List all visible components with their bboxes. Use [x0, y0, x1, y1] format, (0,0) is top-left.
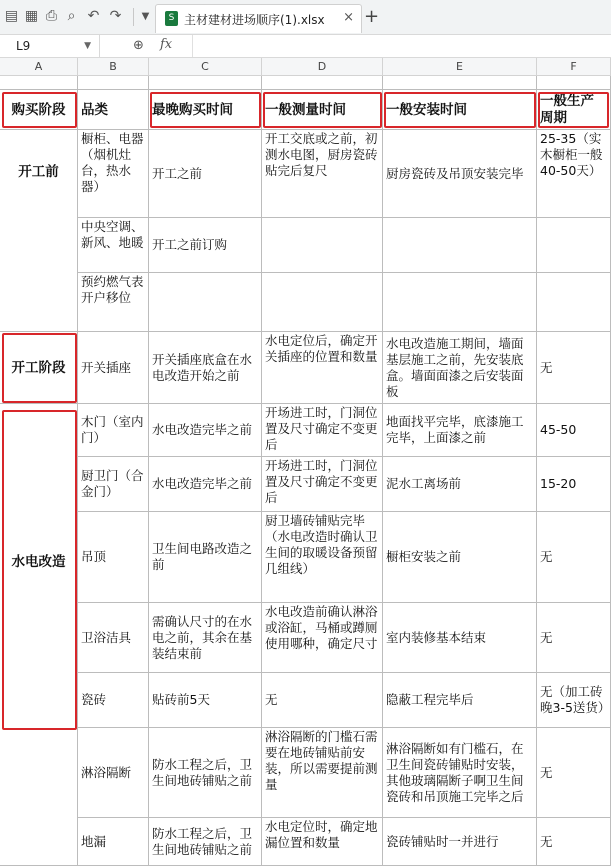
column-header-a[interactable]: A — [0, 58, 78, 76]
cell-install[interactable] — [383, 218, 537, 273]
cell-production[interactable] — [537, 218, 611, 273]
column-header-b[interactable]: B — [78, 58, 149, 76]
cell-measure[interactable]: 水电定位后，确定开关插座的位置和数量 — [262, 332, 383, 404]
spacer-cell[interactable] — [383, 76, 537, 90]
formula-bar — [0, 35, 611, 58]
spreadsheet-file-icon: S — [165, 11, 178, 26]
header-measure[interactable]: 一般测量时间 — [262, 90, 383, 130]
stage-before-start[interactable]: 开工前 — [0, 130, 78, 332]
spacer-cell[interactable] — [262, 76, 383, 90]
header-stage[interactable]: 购买阶段 — [0, 90, 78, 130]
cell-latest-buy[interactable]: 贴砖前5天 — [149, 673, 262, 728]
toolbar — [0, 0, 611, 35]
cell-measure[interactable]: 开场进工时，门洞位置及尺寸确定不变更后 — [262, 457, 383, 512]
cell-measure[interactable]: 无 — [262, 673, 383, 728]
new-file-icon[interactable]: ▤ — [4, 8, 19, 24]
cell-measure[interactable]: 水电定位时，确定地漏位置和数量 — [262, 818, 383, 866]
cell-category[interactable]: 木门（室内门） — [78, 404, 149, 457]
cell-category[interactable]: 橱柜、电器（烟机灶台，热水器） — [78, 130, 149, 218]
cell-measure[interactable]: 水电改造前确认淋浴或浴缸，马桶或蹲厕使用哪种，确定尺寸 — [262, 603, 383, 673]
header-production[interactable]: 一般生产周期 — [537, 90, 611, 130]
header-install[interactable]: 一般安装时间 — [383, 90, 537, 130]
cell-production[interactable]: 无 — [537, 728, 611, 818]
column-header-e[interactable]: E — [383, 58, 537, 76]
function-icon[interactable]: fx — [160, 37, 173, 52]
cell-production[interactable]: 15-20 — [537, 457, 611, 512]
cell-category[interactable]: 地漏 — [78, 818, 149, 866]
open-file-icon[interactable]: ▦ — [24, 8, 39, 24]
header-category[interactable]: 品类 — [78, 90, 149, 130]
cell-install[interactable]: 橱柜安装之前 — [383, 512, 537, 603]
name-box[interactable] — [0, 35, 100, 57]
cell-measure[interactable]: 淋浴隔断的门槛石需要在地砖铺贴前安装，所以需要提前测量 — [262, 728, 383, 818]
cell-production[interactable]: 无 — [537, 512, 611, 603]
cell-latest-buy[interactable] — [149, 273, 262, 332]
cell-production[interactable]: 无（加工砖晚3-5送货） — [537, 673, 611, 728]
cell-production[interactable]: 无 — [537, 818, 611, 866]
cell-latest-buy[interactable]: 开工之前 — [149, 130, 262, 218]
zoom-search-icon[interactable]: ⊕ — [133, 38, 144, 53]
cell-production[interactable]: 25-35（实木橱柜一般40-50天） — [537, 130, 611, 218]
formula-separator — [192, 35, 193, 57]
column-header-c[interactable]: C — [149, 58, 262, 76]
cell-latest-buy[interactable]: 开关插座底盒在水电改造开始之前 — [149, 332, 262, 404]
cell-category[interactable]: 开关插座 — [78, 332, 149, 404]
name-box-value: L9 — [16, 39, 31, 53]
cell-category[interactable]: 卫浴洁具 — [78, 603, 149, 673]
cell-category[interactable]: 中央空调、新风、地暖 — [78, 218, 149, 273]
close-tab-icon[interactable]: × — [343, 10, 354, 25]
spacer-cell[interactable] — [78, 76, 149, 90]
cell-latest-buy[interactable]: 水电改造完毕之前 — [149, 404, 262, 457]
cell-install[interactable] — [383, 273, 537, 332]
cell-category[interactable]: 厨卫门（合金门） — [78, 457, 149, 512]
cell-measure[interactable] — [262, 273, 383, 332]
cell-measure[interactable]: 开工交底或之前，初测水电图，厨房瓷砖贴完后复尺 — [262, 130, 383, 218]
cell-install[interactable]: 地面找平完毕，底漆施工完毕，上面漆之前 — [383, 404, 537, 457]
column-header-d[interactable]: D — [262, 58, 383, 76]
toolbar-separator — [133, 8, 134, 26]
cell-latest-buy[interactable]: 防水工程之后，卫生间地砖铺贴之前 — [149, 818, 262, 866]
cell-latest-buy[interactable]: 开工之前订购 — [149, 218, 262, 273]
cell-latest-buy[interactable]: 卫生间电路改造之前 — [149, 512, 262, 603]
stage-plumbing[interactable]: 水电改造 — [0, 404, 78, 866]
cell-measure[interactable]: 开场进工时，门洞位置及尺寸确定不变更后 — [262, 404, 383, 457]
cell-install[interactable]: 淋浴隔断如有门槛石，在卫生间瓷砖铺贴时安装，其他玻璃隔断子啊卫生间瓷砖和吊顶施工完毕之后 — [383, 728, 537, 818]
name-box-dropdown-icon[interactable]: ▼ — [84, 41, 91, 51]
header-latest-buy[interactable]: 最晚购买时间 — [149, 90, 262, 130]
cell-install[interactable]: 水电改造施工期间，墙面基层施工之前，先安装底盒。墙面面漆之后安装面板 — [383, 332, 537, 404]
print-icon[interactable]: ⎙ — [45, 8, 58, 24]
cell-latest-buy[interactable]: 需确认尺寸的在水电之前，其余在基装结束前 — [149, 603, 262, 673]
cell-measure[interactable]: 厨卫墙砖铺贴完毕（水电改造时确认卫生间的取暖设备预留几组线） — [262, 512, 383, 603]
cell-install[interactable]: 泥水工离场前 — [383, 457, 537, 512]
cell-latest-buy[interactable]: 水电改造完毕之前 — [149, 457, 262, 512]
spacer-cell[interactable] — [149, 76, 262, 90]
quick-access-dropdown-icon[interactable]: ▼ — [141, 11, 150, 22]
cell-production[interactable]: 45-50 — [537, 404, 611, 457]
undo-icon[interactable]: ↶ — [87, 8, 100, 24]
cell-production[interactable]: 无 — [537, 332, 611, 404]
cell-install[interactable]: 厨房瓷砖及吊顶安装完毕 — [383, 130, 537, 218]
spacer-cell[interactable] — [537, 76, 611, 90]
cell-production[interactable]: 无 — [537, 603, 611, 673]
spacer-cell[interactable] — [0, 76, 78, 90]
file-tab[interactable] — [155, 4, 362, 33]
print-preview-icon[interactable]: ⌕ — [67, 8, 76, 24]
cell-category[interactable]: 瓷砖 — [78, 673, 149, 728]
cell-install[interactable]: 隐蔽工程完毕后 — [383, 673, 537, 728]
cell-install[interactable]: 室内装修基本结束 — [383, 603, 537, 673]
cell-measure[interactable] — [262, 218, 383, 273]
cell-category[interactable]: 预约燃气表开户移位 — [78, 273, 149, 332]
stage-start[interactable]: 开工阶段 — [0, 332, 78, 404]
cell-production[interactable] — [537, 273, 611, 332]
column-header-f[interactable]: F — [537, 58, 611, 76]
cell-install[interactable]: 瓷砖铺贴时一并进行 — [383, 818, 537, 866]
cell-category[interactable]: 淋浴隔断 — [78, 728, 149, 818]
file-tab-label: 主材建材进场顺序(1).xlsx — [184, 13, 325, 27]
new-tab-icon[interactable]: + — [364, 6, 380, 27]
redo-icon[interactable]: ↷ — [109, 8, 122, 24]
cell-latest-buy[interactable]: 防水工程之后，卫生间地砖铺贴之前 — [149, 728, 262, 818]
cell-category[interactable]: 吊顶 — [78, 512, 149, 603]
